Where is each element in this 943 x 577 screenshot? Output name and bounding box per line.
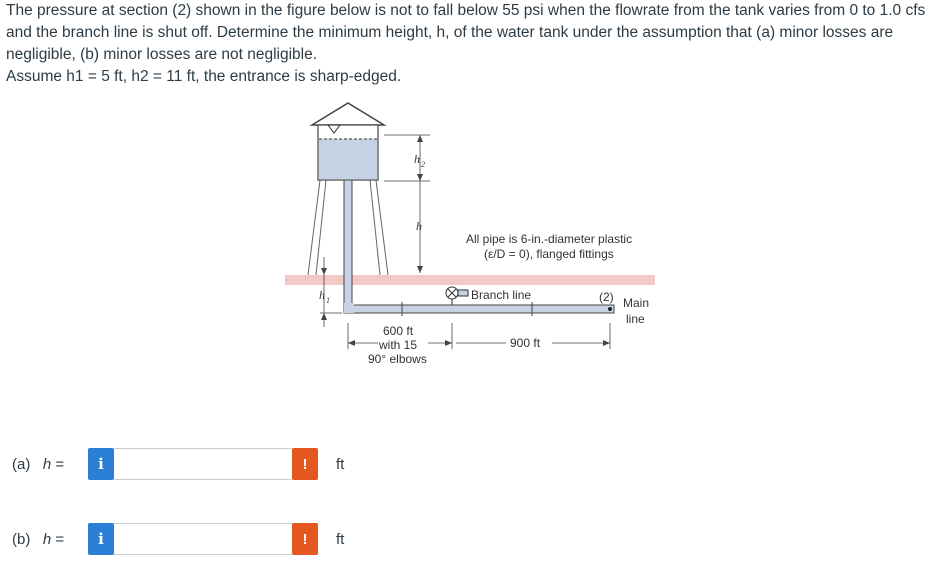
h-label: h bbox=[416, 219, 422, 233]
section-2-label: (2) bbox=[599, 290, 614, 304]
unit-label-a: ft bbox=[336, 455, 345, 473]
problem-statement bbox=[6, 0, 938, 88]
vertical-pipe bbox=[344, 180, 352, 305]
seg-600-label-2: with 15 bbox=[379, 338, 418, 352]
tower-leg-left-outer bbox=[308, 180, 320, 275]
tower-leg-left-inner bbox=[316, 180, 326, 275]
section-2-marker bbox=[608, 307, 612, 311]
h1-label: h bbox=[319, 288, 325, 302]
h2-sub: 2 bbox=[421, 160, 425, 169]
answer-label-a: (a) h = bbox=[12, 455, 65, 473]
answer-label-b: (b) h = bbox=[12, 530, 65, 548]
pipe-note-line-1: All pipe is 6-in.-diameter plastic bbox=[466, 232, 633, 246]
problem-text bbox=[6, 0, 938, 66]
h2-label: h bbox=[414, 152, 420, 166]
problem-line-2: Assume h1 = 5 ft, h2 = 11 ft, the entrance is sharp-edged. bbox=[6, 68, 402, 85]
main-line-label-2: line bbox=[626, 312, 645, 326]
warning-icon[interactable]: ! bbox=[292, 448, 318, 480]
h1-sub: 1 bbox=[326, 296, 330, 305]
seg-600-label-3: 90° elbows bbox=[368, 352, 427, 366]
tower-leg-right-inner bbox=[370, 180, 380, 275]
tank-water bbox=[319, 139, 377, 179]
seg-600-label-1: 600 ft bbox=[383, 324, 414, 338]
answer-input-a[interactable] bbox=[114, 448, 292, 480]
main-line-label-1: Main bbox=[623, 296, 650, 310]
info-icon[interactable]: i bbox=[88, 523, 114, 555]
seg-900-label: 900 ft bbox=[510, 336, 541, 350]
answer-input-b[interactable] bbox=[114, 523, 292, 555]
main-pipe bbox=[344, 305, 614, 313]
water-tower-figure bbox=[280, 95, 660, 385]
pipe-note-line-2: (ε/D = 0), flanged fittings bbox=[484, 247, 614, 261]
warning-icon[interactable]: ! bbox=[292, 523, 318, 555]
answer-row-b bbox=[12, 523, 344, 555]
unit-label-b: ft bbox=[336, 530, 345, 548]
tank-roof bbox=[312, 103, 384, 125]
branch-line-label: Branch line bbox=[471, 288, 532, 302]
tower-leg-right-outer bbox=[376, 180, 388, 275]
figure-drawing bbox=[280, 95, 660, 385]
pipe-elbow bbox=[344, 303, 354, 313]
problem-assumption bbox=[6, 66, 938, 88]
answer-row-a bbox=[12, 448, 344, 480]
info-icon[interactable]: i bbox=[88, 448, 114, 480]
ground-band bbox=[285, 275, 655, 285]
branch-pipe-stub bbox=[458, 290, 468, 296]
problem-line-1: The pressure at section (2) shown in the figure below is not to fall below 55 psi when the flowrate from the tank varies from 0 to 1.0 cfs and the branch line is shut off. Determine the minimum height, h, of the water tank under the assumption that (a) minor losses are negligible, (b) minor losses are not negligible. bbox=[6, 2, 926, 63]
